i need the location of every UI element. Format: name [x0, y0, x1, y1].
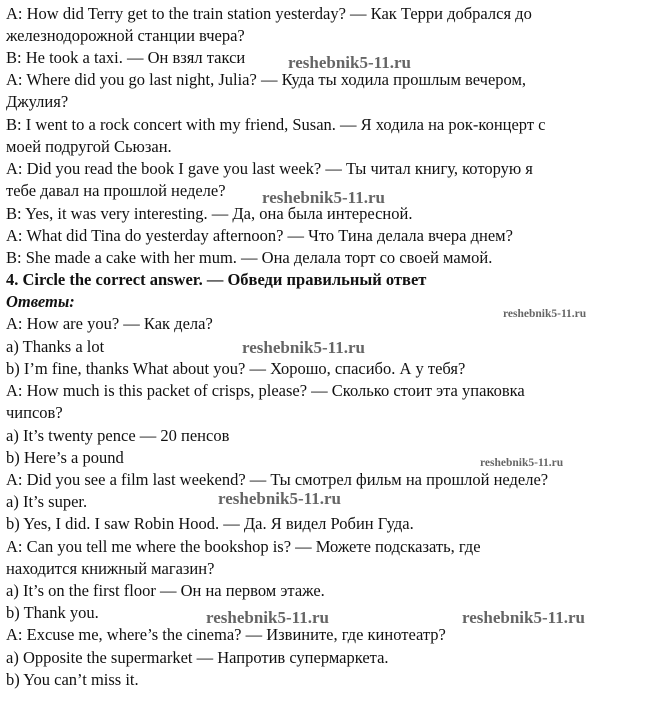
text-line: A: Excuse me, where’s the cinema? — Извините, где кинотеатр? — [6, 625, 446, 644]
text-line: a) It’s twenty pence — 20 пенсов — [6, 426, 230, 445]
text-line: b) You can’t miss it. — [6, 670, 139, 689]
watermark: reshebnik5-11.ru — [242, 338, 365, 357]
text-line: B: Yes, it was very interesting. — Да, она была интересной. — [6, 204, 413, 223]
text-line: B: I went to a rock concert with my friend, Susan. — Я ходила на рок-концерт с — [6, 115, 546, 134]
text-line: A: What did Tina do yesterday afternoon? — Что Тина делала вчера днем? — [6, 226, 513, 245]
watermark: reshebnik5-11.ru — [206, 608, 329, 627]
watermark: reshebnik5-11.ru — [262, 188, 385, 207]
text-line: A: How are you? — Как дела? — [6, 314, 213, 333]
text-line: находится книжный магазин? — [6, 559, 215, 578]
watermark: reshebnik5-11.ru — [462, 608, 585, 627]
text-line: b) Yes, I did. I saw Robin Hood. — Да. Я видел Робин Гуда. — [6, 514, 414, 533]
text-line: b) Here’s a pound — [6, 448, 124, 467]
watermark: reshebnik5-11.ru — [503, 308, 587, 320]
text-line: тебе давал на прошлой неделе? — [6, 181, 226, 200]
answers-label: Ответы: — [6, 292, 75, 311]
text-line: A: Did you read the book I gave you last week? — Ты читал книгу, которую я — [6, 159, 533, 178]
watermark: reshebnik5-11.ru — [480, 457, 564, 469]
text-line: A: How much is this packet of crisps, please? — Сколько стоит эта упаковка — [6, 381, 525, 400]
text-line: A: Did you see a film last weekend? — Ты смотрел фильм на прошлой неделе? — [6, 470, 549, 489]
text-line: железнодорожной станции вчера? — [6, 26, 245, 45]
text-line: b) Thank you. — [6, 603, 99, 622]
text-line: B: He took a taxi. — Он взял такси — [6, 48, 246, 67]
text-line: b) I’m fine, thanks What about you? — Хорошо, спасибо. А у тебя? — [6, 359, 466, 378]
watermark: reshebnik5-11.ru — [218, 489, 341, 508]
text-line: Джулия? — [6, 92, 69, 111]
text-line: чипсов? — [6, 403, 63, 422]
text-line: моей подругой Сьюзан. — [6, 137, 172, 156]
text-line: a) It’s on the first floor — Он на первом этаже. — [6, 581, 325, 600]
text-line: a) Opposite the supermarket — Напротив супермаркета. — [6, 648, 389, 667]
text-line: A: Can you tell me where the bookshop is? — Можете подсказать, где — [6, 537, 481, 556]
text-line: a) Thanks a lot — [6, 337, 105, 356]
text-line: a) It’s super. — [6, 492, 88, 511]
watermark: reshebnik5-11.ru — [288, 53, 411, 72]
text-line: A: How did Terry get to the train station yesterday? — Как Терри добрался до — [6, 4, 532, 23]
text-line: B: She made a cake with her mum. — Она делала торт со своей мамой. — [6, 248, 493, 267]
section-heading: 4. Circle the correct answer. — Обведи правильный ответ — [6, 270, 427, 289]
text-line: A: Where did you go last night, Julia? — Куда ты ходила прошлым вечером, — [6, 70, 527, 89]
